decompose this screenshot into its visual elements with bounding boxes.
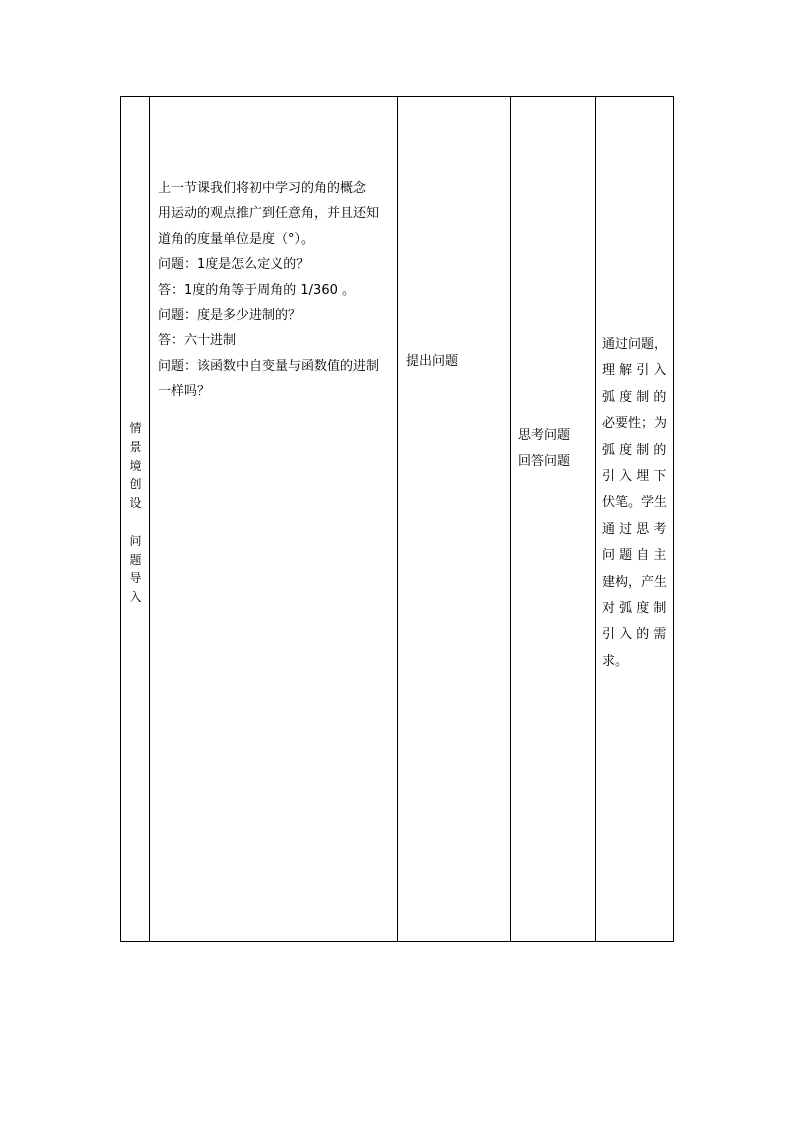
content-line: 问题：该函数中自变量与函数值的进制: [158, 358, 380, 374]
column-divider: [397, 97, 398, 941]
design-intent-line: 通过问题，: [602, 337, 668, 352]
design-intent-line: 理 解 引 入: [602, 363, 667, 379]
stage-char: 导: [129, 571, 142, 586]
content-line: 答：六十进制: [158, 333, 237, 349]
stage-cell: [121, 97, 150, 941]
design-intent-line: 求。: [602, 653, 629, 669]
stage-char: 境: [129, 458, 142, 473]
stage-char: 设: [129, 496, 142, 511]
content-cell: [158, 176, 395, 405]
content-line: 上一节课我们将初中学习的角的概念: [158, 181, 367, 196]
design-intent-line: 引 入 的 需: [602, 627, 667, 643]
column-divider: [595, 97, 596, 941]
stage-char: 景: [129, 439, 142, 454]
teacher-activity: 提出问题: [406, 354, 459, 369]
content-line: 一样吗？: [158, 384, 211, 400]
design-intent-line: 对 弧 度 制: [602, 601, 667, 617]
design-intent-cell: [602, 332, 668, 675]
stage-char: 题: [129, 552, 142, 567]
stage-gap: [121, 513, 150, 532]
design-intent-line: 引 入 埋 下: [602, 469, 667, 485]
stage-char: 情: [129, 421, 142, 435]
design-intent-line: 伏笔。学生: [602, 495, 668, 511]
student-activity-line: 思考问题: [518, 428, 571, 443]
design-intent-line: 弧 度 制 的: [602, 389, 667, 405]
stage-char: 问: [129, 533, 142, 548]
lesson-table: [120, 96, 674, 942]
student-activity-cell: [518, 423, 570, 475]
content-line: 答：1度的角等于周角的 1/360 。: [158, 282, 355, 298]
stage-char: 入: [129, 590, 142, 605]
design-intent-line: 弧 度 制 的: [602, 442, 667, 458]
content-line: 问题：度是多少进制的？: [158, 308, 302, 324]
content-line: 问题：1度是怎么定义的？: [158, 257, 310, 273]
content-line: 道角的度量单位是度（°）。: [158, 231, 315, 247]
stage-label: [121, 419, 150, 607]
column-divider: [510, 97, 511, 941]
design-intent-line: 问 题 自 主: [602, 548, 667, 564]
design-intent-line: 通 过 思 考: [602, 521, 667, 537]
stage-char: 创: [129, 477, 142, 492]
design-intent-line: 建构，产生: [602, 574, 668, 590]
student-activity-line: 回答问题: [518, 454, 571, 469]
design-intent-line: 必要性；为: [602, 416, 668, 432]
content-line: 用运动的观点推广到任意角，并且还知: [158, 206, 380, 222]
